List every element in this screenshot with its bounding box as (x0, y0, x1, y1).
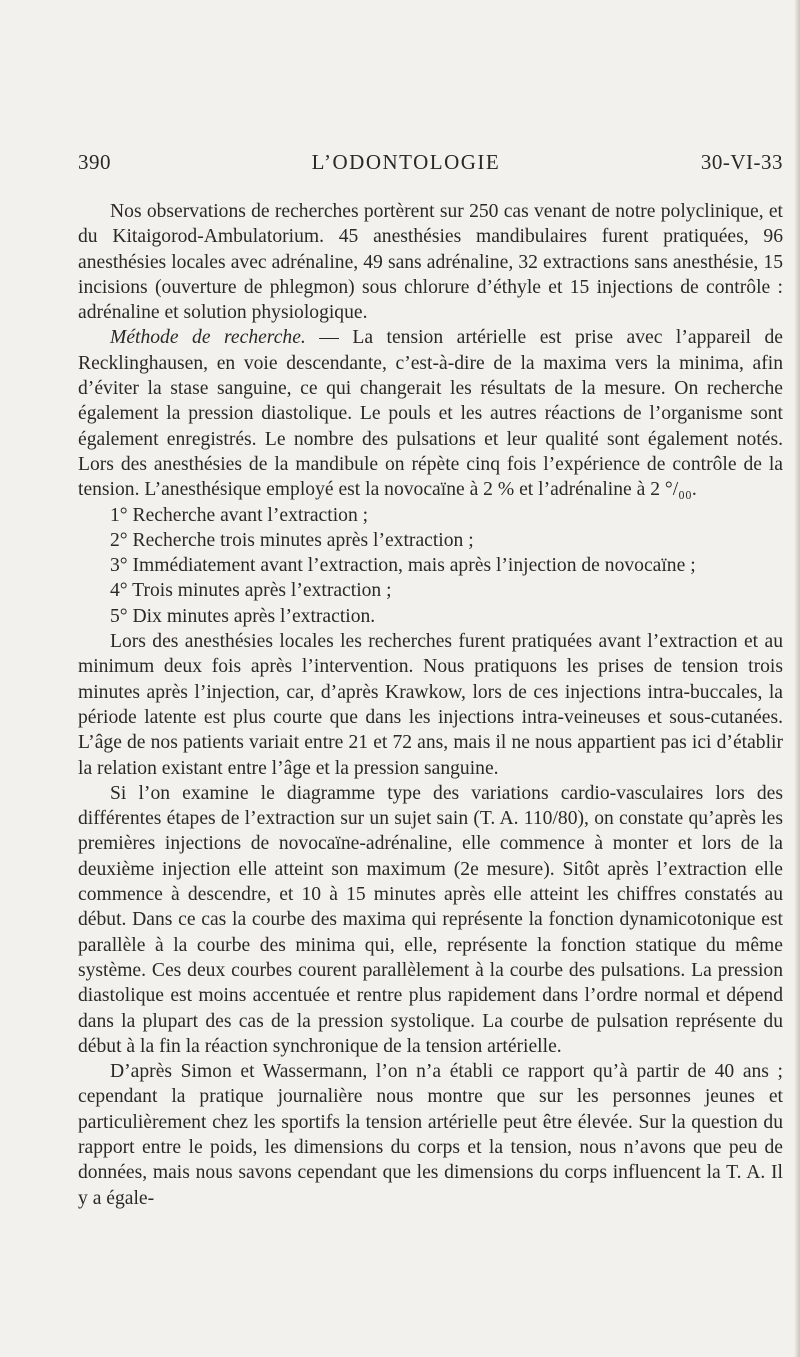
paragraph-diagramme: Si l’on examine le diagramme type des variations cardio-vasculaires lors des différentes étapes de l’extraction sur un sujet sain (T. A. 110/80), on constate qu’après les premières injections de novocaïne-adrénaline, elle commence à monter et lors de la deuxième injection elle atteint son maximum (2e mesure). Sitôt après l’extraction elle commence à descendre, et 10 à 15 minutes après elle atteint les chiffres constatés au début. Dans ce cas la courbe des maxima qui représente la fonction dynamicotonique est parallèle à la courbe des minima qui, elle, représente la fonction statique du même système. Ces deux courbes courent parallèlement à la courbe des pulsations. La pression diastolique est moins accentuée et rentre plus rapidement dans l’ordre normal et dépend dans la plupart des cas de la pression systolique. La courbe de pulsation représente du début à la fin la réaction synchronique de la tension artérielle. (78, 782, 783, 1057)
section-heading-methode: Méthode de recherche. (110, 327, 306, 349)
paragraph-observations: Nos observations de recherches portèrent sur 250 cas venant de notre polyclinique, et du Kitaigorod-Ambulatorium. 45 anesthésies mandibulaires furent pratiquées, 96 anesthésies locales avec adrénaline, 49 sans adrénaline, 32 extractions sans anesthésie, 15 incisions (ouverture de phlegmon) sous chlorure d’éthyle et 15 injections de contrôle : adrénaline et solution physiologique. (78, 201, 783, 324)
running-head (78, 150, 783, 175)
page (78, 150, 783, 1211)
list-item: 5° Dix minutes après l’extraction. (110, 605, 376, 627)
page-number: 390 (78, 150, 111, 174)
body-text (78, 199, 783, 1211)
paragraph-methode-text: — La tension artérielle est prise avec l’appareil de Recklinghausen, en voie descendante, c’est-à-dire de la maxima vers la minima, afin d’éviter la stase sanguine, ce qui changerait les résultats de la mesure. On recherche également la pression diastolique. Le pouls et les autres réactions de l’organisme sont également enregistrés. Le nombre des pulsations et leur qualité sont également notés. Lors des anesthésies de la mandibule on répète cinq fois l’expérience de contrôle de la tension. L’anesthésique employé est la novocaïne à 2 % et l’adrénaline à 2 °/₀₀. (78, 327, 783, 501)
page-edge-shadow (794, 0, 800, 1357)
paragraph-simon-wassermann: D’après Simon et Wassermann, l’on n’a établi ce rapport qu’à partir de 40 ans ; cependant la pratique journalière nous montre que sur les personnes jeunes et particulièrement chez les sportifs la tension artérielle peut être élevée. Sur la question du rapport entre le poids, les dimensions du corps et la tension, nous n’avons que peu de données, mais nous savons cependant que les dimensions du corps influencent la T. A. Il y a égale- (78, 1061, 783, 1209)
paragraph-anesthesies-locales: Lors des anesthésies locales les recherches furent pratiquées avant l’extraction et au minimum deux fois après l’intervention. Nous pratiquons les prises de tension trois minutes après l’injection, car, d’après Krawkow, lors de ces injections intra-buccales, la période latente est plus courte que dans les injections intra-veineuses et sous-cutanées. L’âge de nos patients variait entre 21 et 72 ans, mais il ne nous appartient pas ici d’établir la relation existant entre l’âge et la pression sanguine. (78, 631, 783, 779)
issue-date: 30-VI-33 (700, 150, 783, 174)
list-item: 4° Trois minutes après l’extraction ; (110, 580, 392, 602)
paragraph-methode (78, 325, 783, 502)
list-item: 2° Recherche trois minutes après l’extraction ; (110, 529, 474, 551)
list-item: 3° Immédiatement avant l’extraction, mais après l’injection de novocaïne ; (110, 555, 696, 577)
list-item: 1° Recherche avant l’extraction ; (110, 504, 369, 526)
journal-title: L’ODONTOLOGIE (311, 150, 501, 174)
